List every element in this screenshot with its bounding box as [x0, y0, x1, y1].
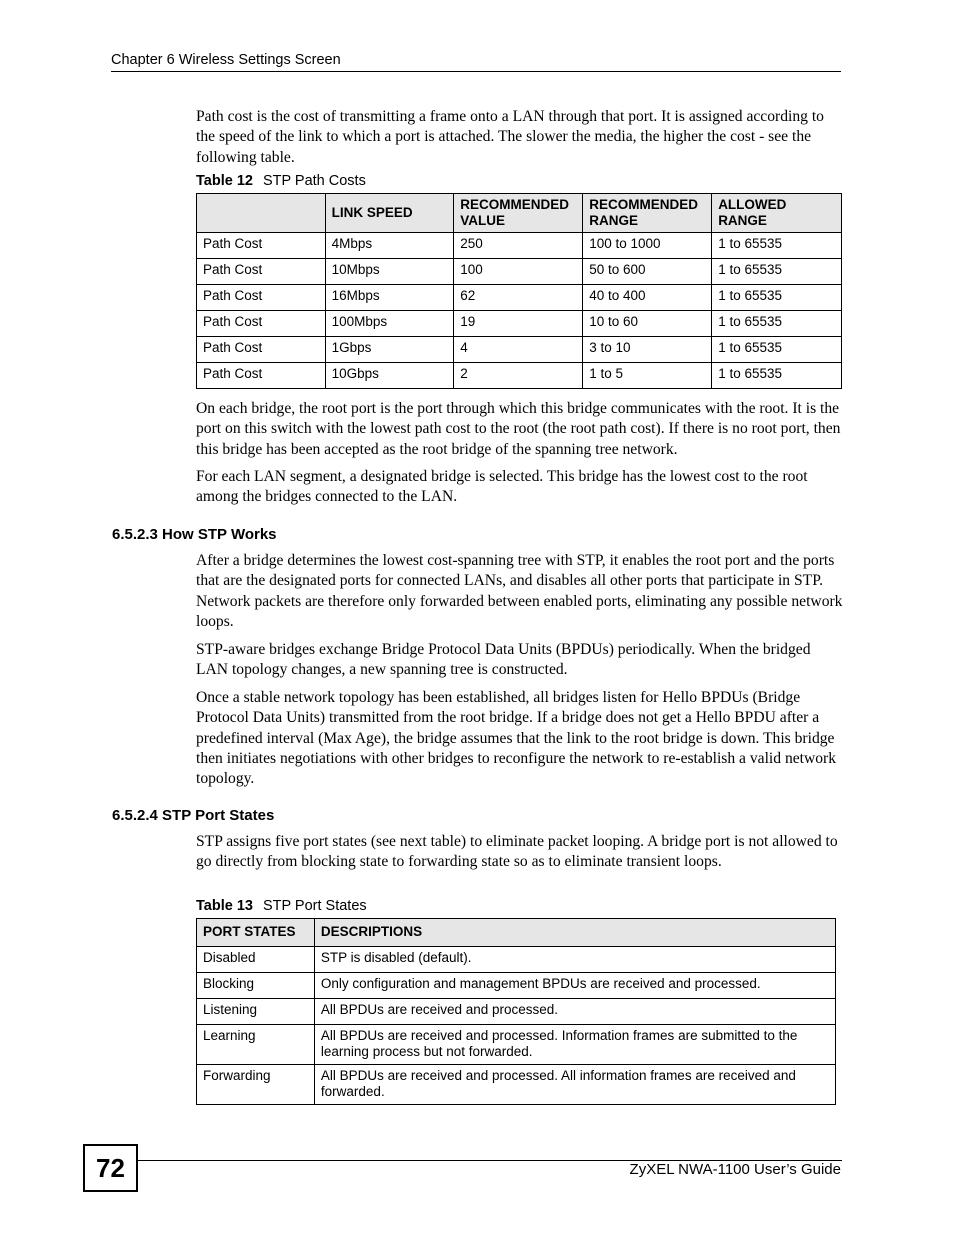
- table-cell: Listening: [197, 999, 315, 1025]
- table-cell: Path Cost: [197, 233, 326, 259]
- table-header-cell: RECOMMENDED VALUE: [454, 194, 583, 233]
- table-cell: 1 to 65535: [712, 363, 842, 389]
- table-cell: 2: [454, 363, 583, 389]
- table-cell: 100Mbps: [325, 311, 454, 337]
- table-cell: 4: [454, 337, 583, 363]
- table-cell: 1 to 5: [583, 363, 712, 389]
- table-row: [197, 1065, 836, 1105]
- table-cell: 4Mbps: [325, 233, 454, 259]
- table-cell: 1 to 65535: [712, 259, 842, 285]
- table-row: [197, 233, 842, 259]
- table-cell: Forwarding: [197, 1065, 315, 1105]
- table-cell: 40 to 400: [583, 285, 712, 311]
- table-cell: Disabled: [197, 947, 315, 973]
- table-cell: 50 to 600: [583, 259, 712, 285]
- port-states-paragraph: STP assigns five port states (see next table) to eliminate packet looping. A bridge port is not allowed to go directly from blocking state to forwarding state so as to eliminate transient loops.: [196, 833, 838, 871]
- table-row: [197, 363, 842, 389]
- table-header-cell: RECOMMENDED RANGE: [583, 194, 712, 233]
- table-cell: Path Cost: [197, 311, 326, 337]
- root-port-paragraph: On each bridge, the root port is the port through which this bridge communicates with the root. It is the port on this switch with the lowest path cost to the root (the root path cost). If there is no root port, then this bridge has been accepted as the root bridge of the spanning tree network.: [196, 400, 841, 458]
- table-header-cell: ALLOWED RANGE: [712, 194, 842, 233]
- table-cell: All BPDUs are received and processed. Information frames are submitted to the learning process but not forwarded.: [314, 1025, 835, 1065]
- table-cell: Only configuration and management BPDUs are received and processed.: [314, 973, 835, 999]
- table-row: [197, 285, 842, 311]
- table-row: [197, 259, 842, 285]
- table-cell: 250: [454, 233, 583, 259]
- table-cell: 1 to 65535: [712, 285, 842, 311]
- table-cell: 1 to 65535: [712, 233, 842, 259]
- table-cell: 1 to 65535: [712, 337, 842, 363]
- table-cell: Learning: [197, 1025, 315, 1065]
- table-cell: All BPDUs are received and processed. All information frames are received and forwarded.: [314, 1065, 835, 1105]
- table-header-cell: DESCRIPTIONS: [314, 919, 835, 947]
- table-cell: 3 to 10: [583, 337, 712, 363]
- table-header-row: [197, 194, 842, 233]
- footer-guide-title: ZyXEL NWA-1100 User’s Guide: [629, 1161, 841, 1178]
- table-row: [197, 311, 842, 337]
- table-cell: 10Mbps: [325, 259, 454, 285]
- page-number: 72: [83, 1144, 138, 1192]
- section-heading-how-stp-works: 6.5.2.3 How STP Works: [112, 526, 277, 543]
- table-cell: 16Mbps: [325, 285, 454, 311]
- table12-caption: [196, 173, 366, 189]
- table-row: [197, 999, 836, 1025]
- running-header: Chapter 6 Wireless Settings Screen: [111, 52, 841, 72]
- table-cell: STP is disabled (default).: [314, 947, 835, 973]
- table-cell: 1 to 65535: [712, 311, 842, 337]
- table-cell: 10 to 60: [583, 311, 712, 337]
- table-header-cell: LINK SPEED: [325, 194, 454, 233]
- table-cell: Path Cost: [197, 259, 326, 285]
- table-header-cell: PORT STATES: [197, 919, 315, 947]
- table-row: [197, 947, 836, 973]
- how-stp-paragraph-1: After a bridge determines the lowest cost-spanning tree with STP, it enables the root port and the ports that are the designated ports for connected LANs, and disables all other ports that participate in STP. Network packets are therefore only forwarded between enabled ports, eliminating any possible network loops.: [196, 552, 843, 630]
- table-row: [197, 973, 836, 999]
- how-stp-paragraph-2: STP-aware bridges exchange Bridge Protocol Data Units (BPDUs) periodically. When the bridged LAN topology changes, a new spanning tree is constructed.: [196, 641, 811, 679]
- table-row: [197, 1025, 836, 1065]
- table-cell: 19: [454, 311, 583, 337]
- table-cell: Path Cost: [197, 363, 326, 389]
- table12-title: STP Path Costs: [262, 173, 366, 189]
- designated-bridge-paragraph: For each LAN segment, a designated bridge is selected. This bridge has the lowest cost to the root among the bridges connected to the LAN.: [196, 468, 808, 506]
- intro-paragraph: Path cost is the cost of transmitting a frame onto a LAN through that port. It is assigned according to the speed of the link to which a port is attached. The slower the media, the higher the cost - see the following table.: [196, 108, 824, 166]
- table13-label: Table 13: [196, 898, 253, 914]
- table12-label: Table 12: [196, 173, 253, 189]
- table-cell: All BPDUs are received and processed.: [314, 999, 835, 1025]
- stp-port-states-table: [196, 918, 836, 1105]
- table13-caption: [196, 898, 367, 914]
- table-cell: 100 to 1000: [583, 233, 712, 259]
- table-cell: 1Gbps: [325, 337, 454, 363]
- table-cell: Blocking: [197, 973, 315, 999]
- table-row: [197, 337, 842, 363]
- table-header-cell: [197, 194, 326, 233]
- table-cell: Path Cost: [197, 285, 326, 311]
- table-cell: 100: [454, 259, 583, 285]
- table-cell: 10Gbps: [325, 363, 454, 389]
- table13-title: STP Port States: [262, 898, 367, 914]
- table-cell: 62: [454, 285, 583, 311]
- table-header-row: [197, 919, 836, 947]
- table-cell: Path Cost: [197, 337, 326, 363]
- how-stp-paragraph-3: Once a stable network topology has been established, all bridges listen for Hello BPDUs (Bridge Protocol Data Units) transmitted from the root bridge. If a bridge does not get a Hello BPDU after a predefined interval (Max Age), the bridge assumes that the link to the root bridge is down. This bridge then initiates negotiations with other bridges to reconfigure the network to re-establish a valid network topology.: [196, 689, 837, 788]
- section-heading-stp-port-states: 6.5.2.4 STP Port States: [112, 807, 275, 824]
- stp-path-costs-table: [196, 193, 842, 389]
